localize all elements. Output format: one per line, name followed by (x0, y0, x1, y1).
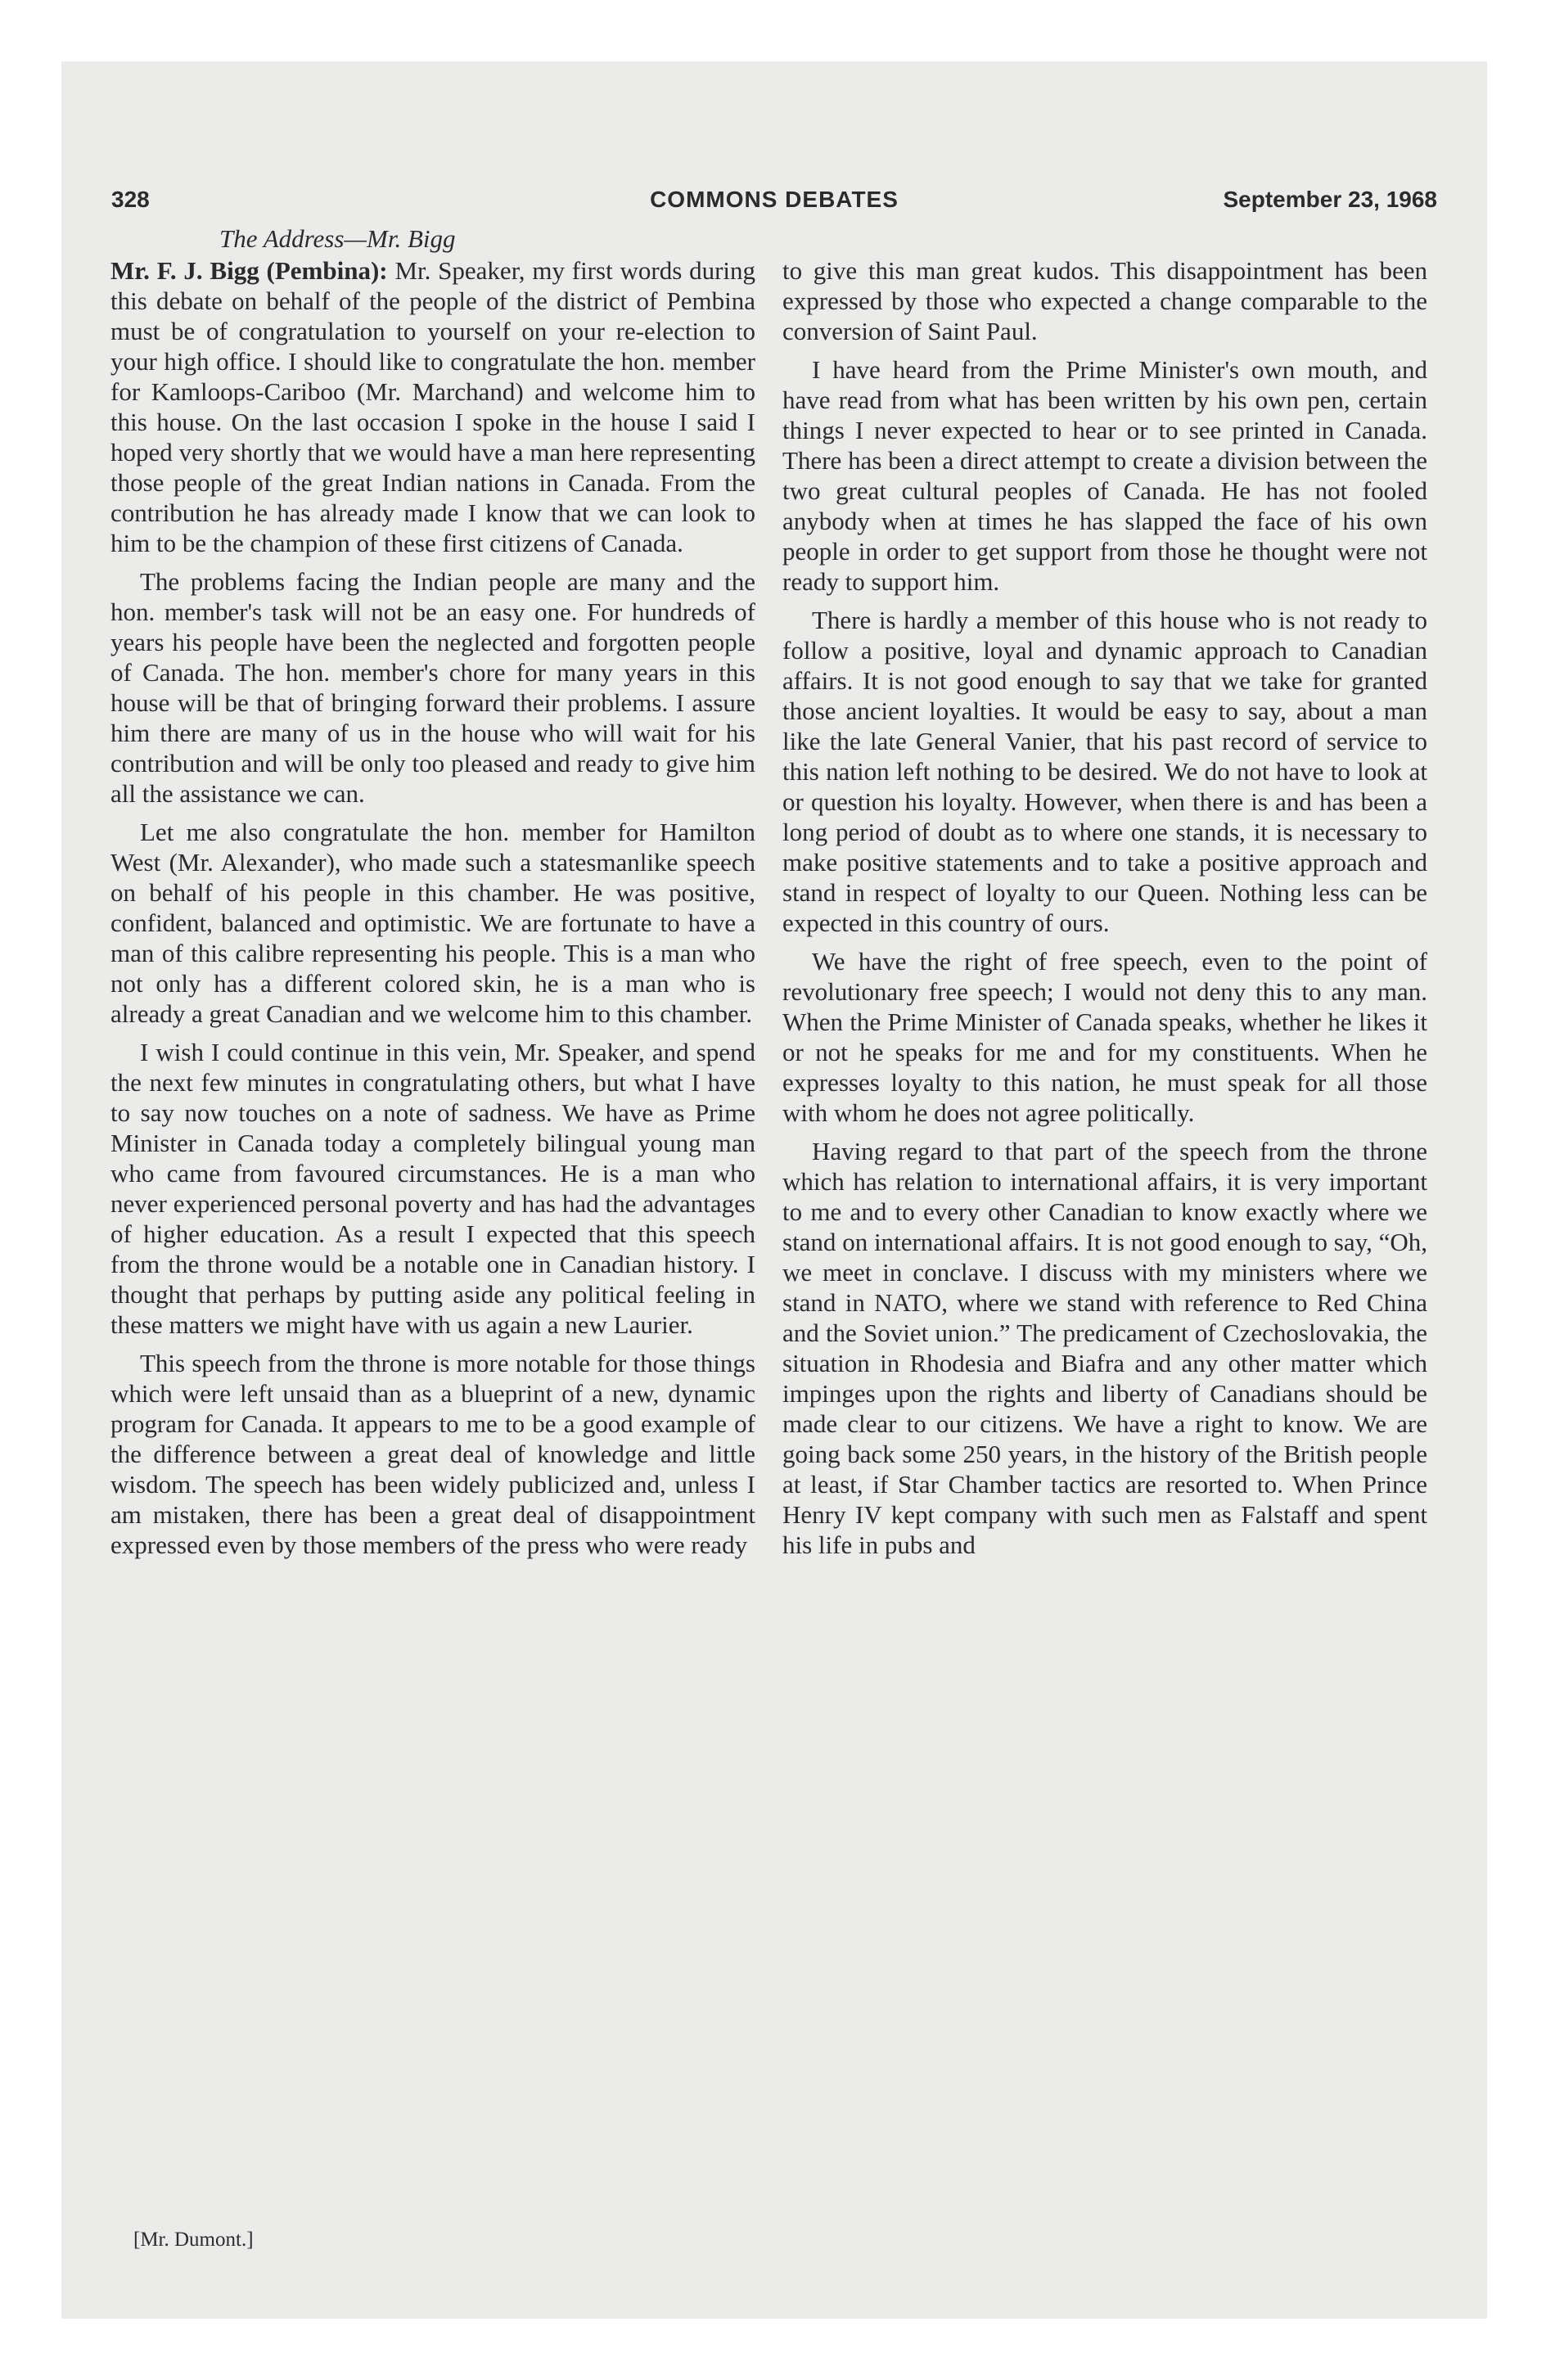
paragraph: We have the right of free speech, even to the point of revolutionary free speech; I would not deny this to any man. When the Prime Minister of Canada speaks, whether he likes it or not he speaks for me and for my constituents. When he expresses loyalty to this nation, he must speak for all those with whom he does not agree politically. (782, 947, 1427, 1127)
speaker-footnote: [Mr. Dumont.] (133, 2229, 254, 2251)
paragraph: The problems facing the Indian people are many and the hon. member's task will not be an easy one. For hundreds of years his people have been the neglected and forgotten people of Canada. The hon. member's chore for many years in this house will be that of bringing forward their problems. I assure him there are many of us in the house who will wait for his contribution and will be only too pleased and ready to give him all the assistance we can. (110, 567, 755, 808)
paragraph-text: Mr. Speaker, my first words during this debate on behalf of the people of the district of Pembina must be of congratulation to yourself on your re-election to your high office. I should like to congratulate the hon. member for Kamloops-Cariboo (Mr. Marchand) and welcome him to this house. On the last occasion I spoke in the house I said I hoped very shortly that we would have a man here representing those people of the great Indian nations in Canada. From the contribution he has already made I know that we can look to him to be the champion of these first citizens of Canada. (110, 256, 756, 557)
paragraph: This speech from the throne is more notable for those things which were left unsaid than as a blueprint of a new, dynamic program for Canada. It appears to me to be a good example of the difference between a great deal of knowledge and little wisdom. The speech has been widely publicized and, unless I am mistaken, there has been a great deal of disappointment expressed even by those members of the press who were ready (110, 1349, 755, 1559)
paragraph: Let me also congratulate the hon. member for Hamilton West (Mr. Alexander), who made such a statesmanlike speech on behalf of his people in this chamber. He was positive, confident, balanced and optimistic. We are fortunate to have a man of this calibre representing his people. This is a man who not only has a different colored skin, he is a man who is already a great Canadian and we welcome him to this chamber. (110, 818, 755, 1028)
left-column (110, 255, 755, 1568)
paragraph: There is hardly a member of this house who is not ready to follow a positive, loyal and dynamic approach to Canadian affairs. It is not good enough to say that we take for granted those ancient loyalties. It would be easy to say, about a man like the late General Vanier, that his past record of service to this nation left nothing to be desired. We do not have to look at or question his loyalty. However, when there is and has been a long period of doubt as to where one stands, it is necessary to make positive statements and to take a positive approach and stand in respect of loyalty to our Queen. Nothing less can be expected in this country of ours. (782, 606, 1427, 937)
running-head: The Address—Mr. Bigg (219, 224, 456, 253)
journal-title: COMMONS DEBATES (650, 187, 899, 212)
paragraph (110, 255, 755, 558)
paragraph: to give this man great kudos. This disappointment has been expressed by those who expected a change comparable to the conversion of Saint Paul. (782, 256, 1427, 345)
paragraph: Having regard to that part of the speech from the throne which has relation to international affairs, it is very important to me and to every other Canadian to know exactly where we stand on international affairs. It is not good enough to say, “Oh, we meet in conclave. I discuss with my ministers where we stand in NATO, where we stand with reference to Red China and the Soviet union.” The predicament of Czechoslovakia, the situation in Rhodesia and Biafra and any other matter which impinges upon the rights and liberty of Canadians should be made clear to our citizens. We have a right to know. We are going back some 250 years, in the history of the British people at least, if Star Chamber tactics are resorted to. When Prince Henry IV kept company with such men as Falstaff and spent his life in pubs and (782, 1137, 1427, 1559)
page-number: 328 (111, 187, 150, 212)
page-date: September 23, 1968 (1223, 187, 1437, 212)
paragraph: I have heard from the Prime Minister's own mouth, and have read from what has been written by his own pen, certain things I never expected to hear or to see printed in Canada. There has been a direct attempt to create a division between the two great cultural peoples of Canada. He has not fooled anybody when at times he has slapped the face of his own people in order to get support from those he thought were not ready to support him. (782, 355, 1427, 596)
paragraph: I wish I could continue in this vein, Mr. Speaker, and spend the next few minutes in congratulating others, but what I have to say now touches on a note of sadness. We have as Prime Minister in Canada today a completely bilingual young man who came from favoured circumstances. He is a man who never experienced personal poverty and has had the advantages of higher education. As a result I expected that this speech from the throne would be a notable one in Canadian history. I thought that perhaps by putting aside any political feeling in these matters we might have with us again a new Laurier. (110, 1038, 755, 1339)
page-header (111, 187, 1437, 219)
right-column (782, 255, 1427, 1568)
speaker-name: Mr. F. J. Bigg (Pembina): (110, 256, 388, 285)
